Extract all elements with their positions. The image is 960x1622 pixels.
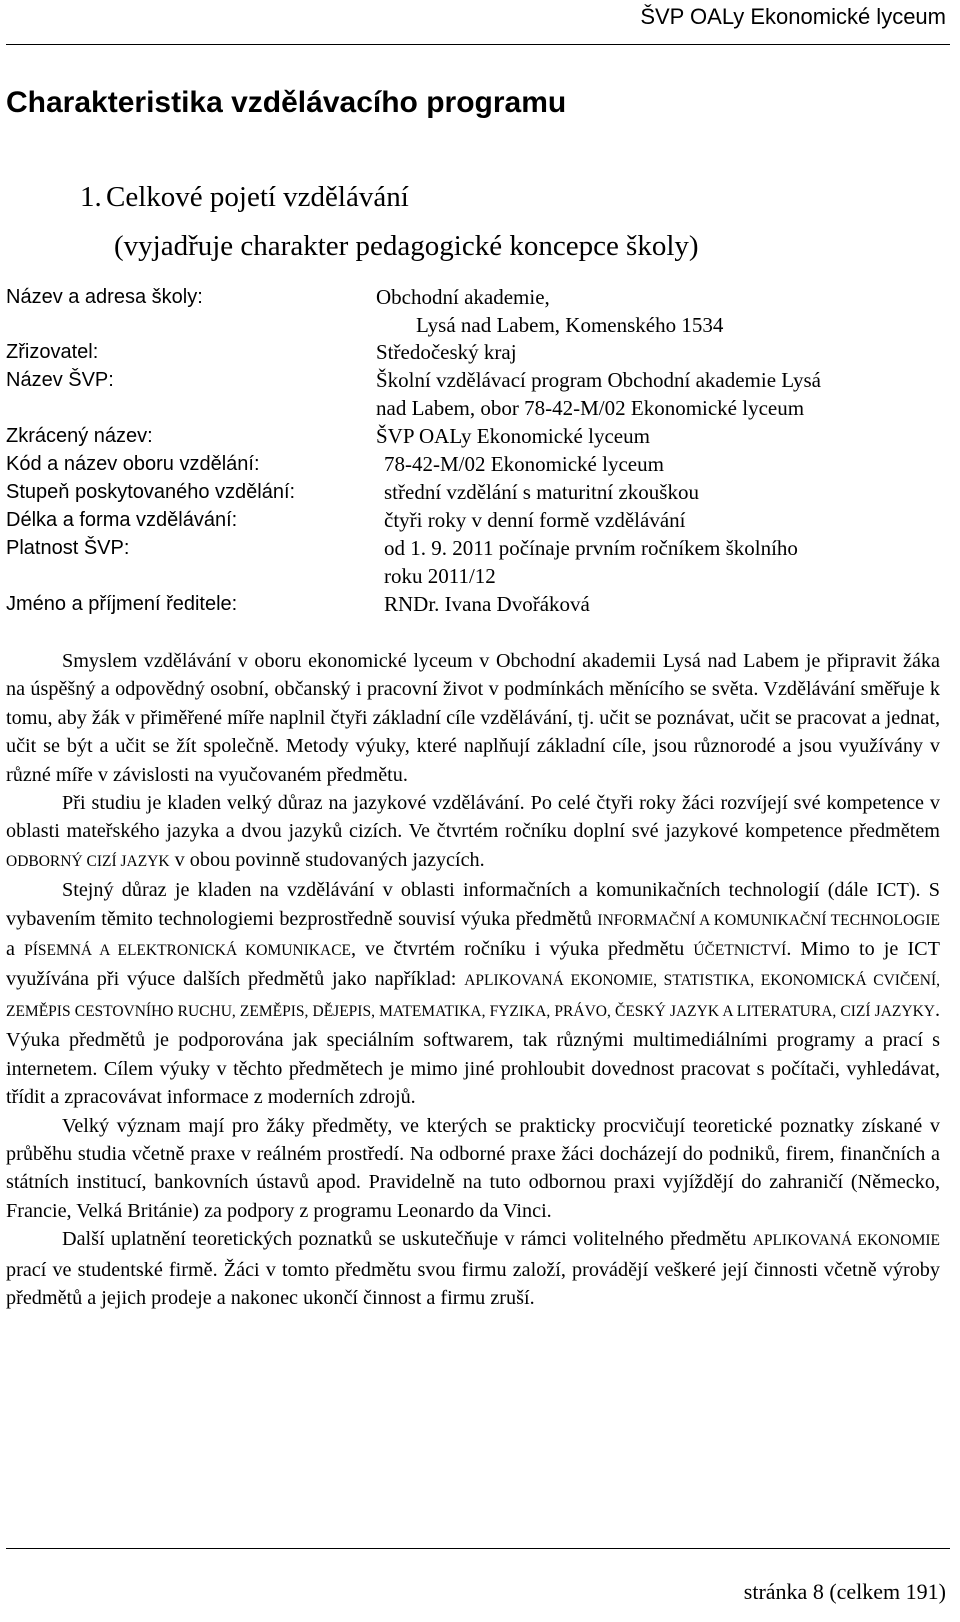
svp-label: Název ŠVP: (6, 369, 114, 391)
subject-name: ODBORNÝ CIZÍ JAZYK (6, 852, 170, 870)
education-level-label: Stupeň poskytovaného vzdělání: (6, 481, 296, 503)
short-name-label: Zkrácený název: (6, 425, 153, 447)
paragraph-ict: Stejný důraz je kladen na vzdělávání v oblasti informačních a komunikačních technologií (dále ICT). S vybavením těmito technologiemi bezprostředně souvisí výuka předmětů INFORMAČNÍ A KOMUNIKAČNÍ TECHNOLOGIE a PÍSEMNÁ A ELEKTRONICKÁ KOMUNIKACE, ve čtvrtém ročníku i výuka předmětu ÚČETNICTVÍ. Mimo to je ICT využívána při výuce dalších předmětů jako například: APLIKOVANÁ EKONOMIE, STATISTIKA, EKONOMICKÁ CVIČENÍ, ZEMĚPIS CESTOVNÍHO RUCHU, ZEMĚPIS, DĚJEPIS, MATEMATIKA, FYZIKA, PRÁVO, ČESKÝ JAZYK A LITERATURA, CIZÍ JAZYKY. Výuka předmětů je podporována jak speciálním softwarem, tak různými multimediálními programy a prací s internetem. Cílem výuky v těchto předmětech je mimo jiné prohloubit dovednost pracovat s počítači, vyhledávat, třídit a zpracovávat informace z moderních zdrojů. (6, 879, 940, 1109)
svp-value: Školní vzdělávací program Obchodní akademie Lysá (376, 368, 821, 392)
section-title: Celkové pojetí vzdělávání (106, 181, 409, 213)
school-label: Název a adresa školy: (6, 286, 203, 308)
header-divider (6, 44, 950, 45)
validity-value: od 1. 9. 2011 počínaje prvním ročníkem školního (384, 536, 798, 560)
subject-name: PÍSEMNÁ A ELEKTRONICKÁ KOMUNIKACE (24, 942, 351, 960)
director-value: RNDr. Ivana Dvořáková (384, 592, 590, 616)
paragraph-purpose: Smyslem vzdělávání v oboru ekonomické lyceum v Obchodní akademii Lysá nad Labem je připravit žáka na úspěšný a odpovědný osobní, občanský i pracovní život v podmínkách měnícího se světa. Vzdělávání směřuje k tomu, aby žák v přiměřené míře naplnil čtyři základní cíle vzdělávání, tj. učit se poznávat, učit se pracovat a jednat, učit se být a učit se žít společně. Metody výuky, které naplňují základní cíle, jsou různorodé a jsou využívány v různé míře v závislosti na vyučovaném předmětu. (6, 650, 940, 786)
paragraph-student-firm: Další uplatnění teoretických poznatků se uskutečňuje v rámci volitelného předmětu APLIKOVANÁ EKONOMIE prací ve studentské firmě. Žáci v tomto předmětu svou firmu založí, provádějí veškeré její činnosti včetně výroby předmětů a jejich prodeje a nakonec ukončí činnost a firmu zruší. (6, 1228, 941, 1309)
founder-value: Středočeský kraj (376, 340, 517, 364)
founder-label: Zřizovatel: (6, 341, 99, 363)
subject-list: APLIKOVANÁ EKONOMIE, STATISTIKA, EKONOMICKÁ CVIČENÍ, ZEMĚPIS CESTOVNÍHO RUCHU, ZEMĚPIS, DĚJEPIS, MATEMATIKA, FYZIKA, PRÁVO, ČESKÝ JAZYK A LITERATURA, CIZÍ JAZYKY (6, 972, 940, 1020)
paragraph-practice: Velký význam mají pro žáky předměty, ve kterých se prakticky procvičují teoretické poznatky získané v průběhu studia včetně praxe v reálném prostředí. Na odborné praxe žáci docházejí do podniků, firem, finančních a státních institucí, bankovních ústavů apod. Pravidelně na tuto odbornou praxi vyjíždějí do zahraničí (Německo, Francie, Velká Británie) za podpory z programu Leonardo da Vinci. (6, 1114, 940, 1222)
study-length-label: Délka a forma vzdělávání: (6, 509, 238, 531)
page-number: stránka 8 (celkem 191) (743, 1579, 946, 1604)
subject-name: ÚČETNICTVÍ (693, 942, 787, 960)
director-label: Jméno a příjmení ředitele: (6, 593, 238, 615)
education-level-value: střední vzdělání s maturitní zkouškou (384, 480, 699, 504)
school-address: Lysá nad Labem, Komenského 1534 (416, 313, 724, 337)
running-header: ŠVP OALy Ekonomické lyceum (640, 4, 946, 29)
short-name-value: ŠVP OALy Ekonomické lyceum (376, 424, 650, 448)
footer-divider (6, 1548, 950, 1549)
svp-value-cont: nad Labem, obor 78-42-M/02 Ekonomické lyceum (376, 396, 805, 420)
validity-label: Platnost ŠVP: (6, 537, 130, 559)
field-code-label: Kód a název oboru vzdělání: (6, 453, 260, 475)
school-value: Obchodní akademie, (376, 285, 550, 309)
paragraph-languages: Při studiu je kladen velký důraz na jazykové vzdělávání. Po celé čtyři roky žáci rozvíjejí své kompetence v oblasti mateřského jazyka a dvou jazyků cizích. Ve čtvrtém ročníku doplní své jazykové kompetence předmětem ODBORNÝ CIZÍ JAZYK v obou povinně studovaných jazycích. (6, 792, 940, 871)
subject-name: APLIKOVANÁ EKONOMIE (752, 1232, 941, 1250)
validity-value-cont: roku 2011/12 (384, 564, 496, 588)
subject-name: INFORMAČNÍ A KOMUNIKAČNÍ TECHNOLOGIE (597, 911, 940, 929)
section-subtitle: (vyjadřuje charakter pedagogické koncepce školy) (114, 230, 699, 262)
body-text (6, 647, 940, 1312)
field-code-value: 78-42-M/02 Ekonomické lyceum (384, 452, 664, 476)
page-title: Charakteristika vzdělávacího programu (6, 86, 567, 119)
study-length-value: čtyři roky v denní formě vzdělávání (384, 508, 686, 532)
section-number: 1. (80, 181, 102, 213)
